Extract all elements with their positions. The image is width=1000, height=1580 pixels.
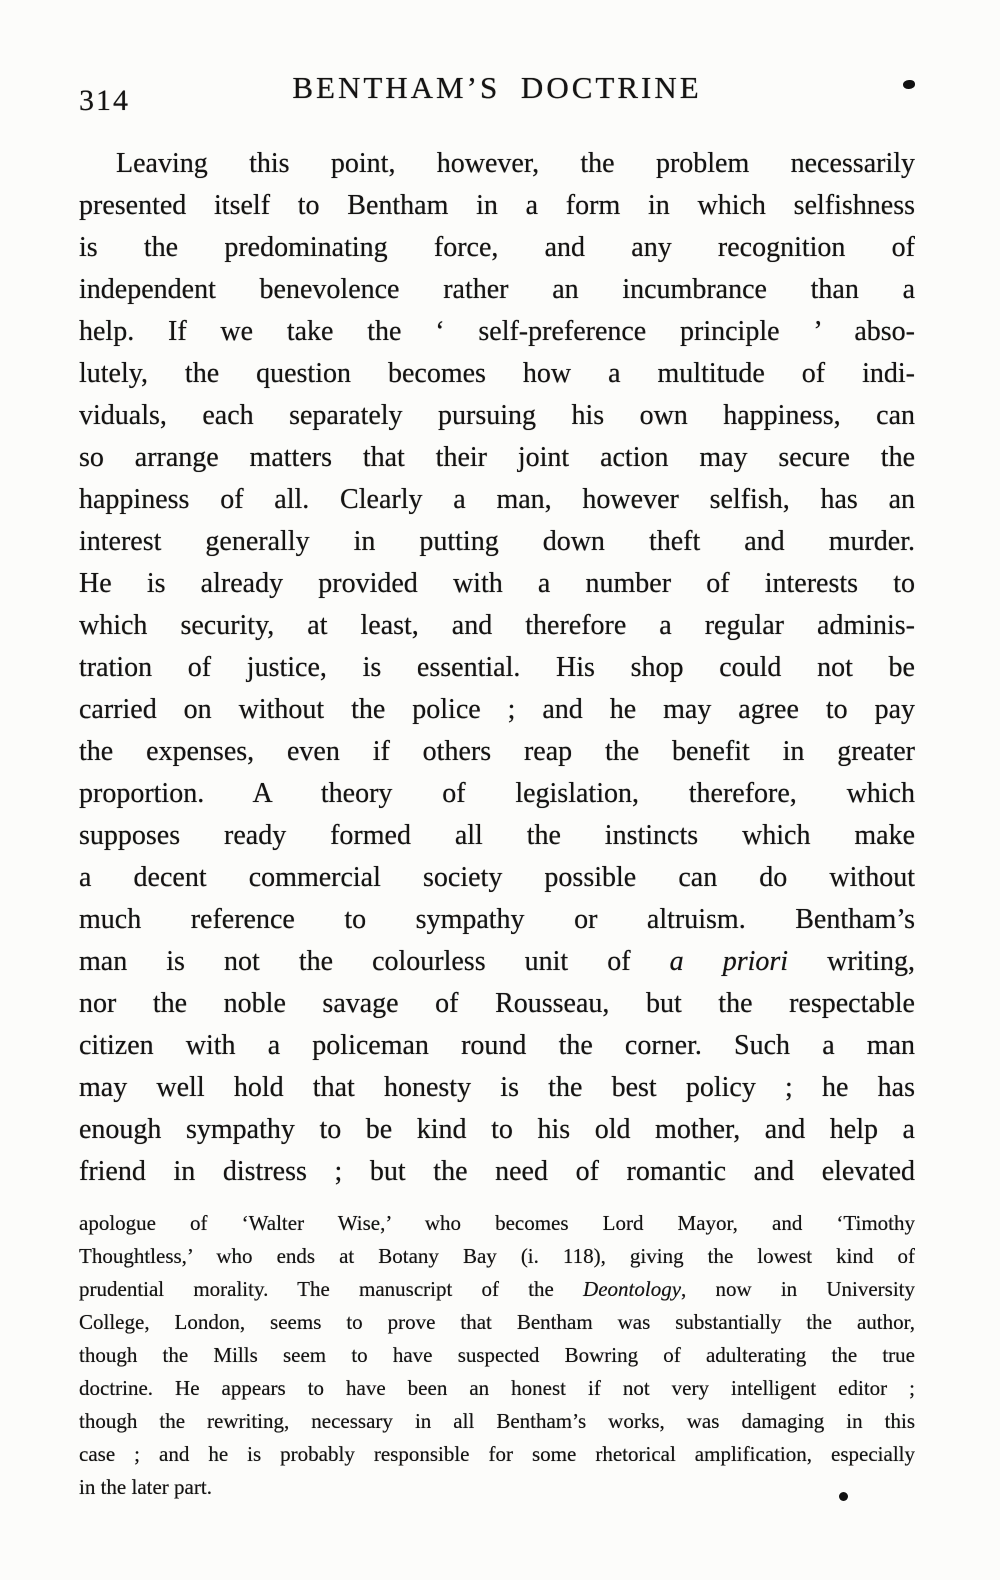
text-line: friend in distress ; but the need of romantic and elevated bbox=[79, 1156, 915, 1187]
text-line: Thoughtless,’ who ends at Botany Bay (i. 118), giving the lowest kind of bbox=[79, 1244, 915, 1268]
text-line: citizen with a policeman round the corner. Such a man bbox=[79, 1030, 915, 1061]
text-line: viduals, each separately pursuing his own happiness, can bbox=[79, 400, 915, 431]
text-line: Leaving this point, however, the problem necessarily bbox=[116, 148, 915, 179]
text-line: College, London, seems to prove that Bentham was substantially the author, bbox=[79, 1310, 915, 1334]
text-line: prudential morality. The manuscript of the Deontology, now in University bbox=[79, 1277, 915, 1301]
ink-speck-bottom bbox=[839, 1492, 848, 1501]
text-line: a decent commercial society possible can do without bbox=[79, 862, 915, 893]
text-line: apologue of ‘Walter Wise,’ who becomes Lord Mayor, and ‘Timothy bbox=[79, 1211, 915, 1235]
text-line: though the rewriting, necessary in all Bentham’s works, was damaging in this bbox=[79, 1409, 915, 1433]
text-line: interest generally in putting down theft and murder. bbox=[79, 526, 915, 557]
text-line: independent benevolence rather an incumbrance than a bbox=[79, 274, 915, 305]
text-line: is the predominating force, and any recognition of bbox=[79, 232, 915, 263]
text-line: may well hold that honesty is the best policy ; he has bbox=[79, 1072, 915, 1103]
text-line: proportion. A theory of legislation, therefore, which bbox=[79, 778, 915, 809]
ink-speck-top bbox=[903, 80, 915, 89]
text-line: presented itself to Bentham in a form in which selfishness bbox=[79, 190, 915, 221]
text-line: doctrine. He appears to have been an honest if not very intelligent editor ; bbox=[79, 1376, 915, 1400]
text-line: much reference to sympathy or altruism. Bentham’s bbox=[79, 904, 915, 935]
text-line: carried on without the police ; and he may agree to pay bbox=[79, 694, 915, 725]
text-line: man is not the colourless unit of a priori writing, bbox=[79, 946, 915, 977]
text-line: which security, at least, and therefore a regular adminis- bbox=[79, 610, 915, 641]
text-line: the expenses, even if others reap the benefit in greater bbox=[79, 736, 915, 767]
text-line: so arrange matters that their joint action may secure the bbox=[79, 442, 915, 473]
text-line: help. If we take the ‘ self-preference principle ’ abso- bbox=[79, 316, 915, 347]
text-line: He is already provided with a number of interests to bbox=[79, 568, 915, 599]
text-line: happiness of all. Clearly a man, however selfish, has an bbox=[79, 484, 915, 515]
text-line: supposes ready formed all the instincts which make bbox=[79, 820, 915, 851]
page-number: 314 bbox=[79, 84, 130, 117]
text-line: nor the noble savage of Rousseau, but the respectable bbox=[79, 988, 915, 1019]
running-title: BENTHAM’S DOCTRINE bbox=[292, 70, 702, 105]
page-header bbox=[79, 70, 915, 122]
footnote bbox=[79, 1207, 915, 1504]
text-line: though the Mills seem to have suspected Bowring of adulterating the true bbox=[79, 1343, 915, 1367]
text-line: case ; and he is probably responsible for some rhetorical amplification, especially bbox=[79, 1442, 915, 1466]
text-line: in the later part. bbox=[79, 1475, 212, 1499]
text-line: enough sympathy to be kind to his old mother, and help a bbox=[79, 1114, 915, 1145]
body-text bbox=[79, 143, 915, 1193]
text-line: lutely, the question becomes how a multitude of indi- bbox=[79, 358, 915, 389]
text-line: tration of justice, is essential. His shop could not be bbox=[79, 652, 915, 683]
